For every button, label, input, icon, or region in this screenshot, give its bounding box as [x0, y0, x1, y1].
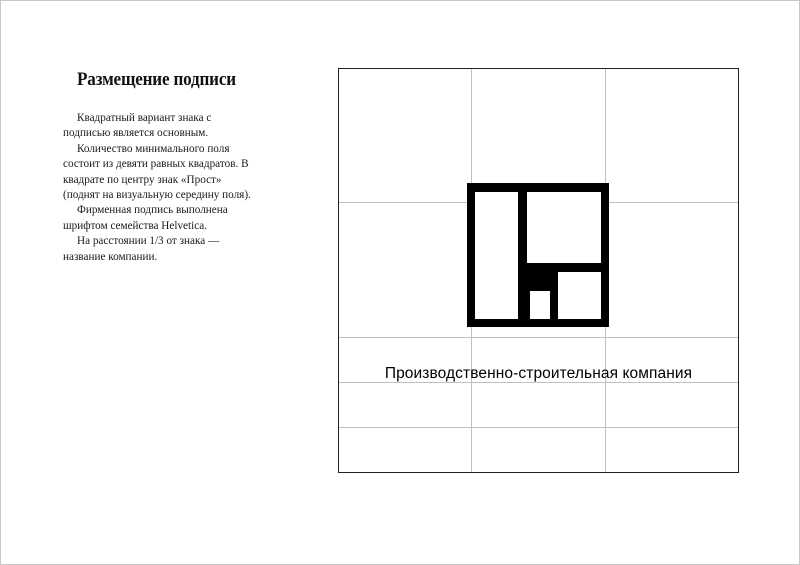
description-text: [63, 111, 253, 265]
page-title: Размещение подписи: [77, 69, 236, 90]
paragraph: Квадратный вариант знака с подписью является основным.: [63, 112, 212, 140]
paragraph: Количество минимального поля состоит из девяти равных квадратов. В квадрате по центру знак «Прост» (поднят на визуальную середину поля).: [63, 142, 251, 202]
prost-logo-mark-icon: [467, 183, 609, 327]
paragraph: Фирменная подпись выполнена шрифтом семейства Helvetica.: [63, 204, 228, 232]
paragraph: На расстоянии 1/3 от знака — название компании.: [63, 235, 220, 263]
placement-grid-drawing: [338, 68, 739, 473]
placement-grid: [338, 68, 739, 473]
company-name-signature: Производственно-строительная компания: [384, 365, 693, 382]
